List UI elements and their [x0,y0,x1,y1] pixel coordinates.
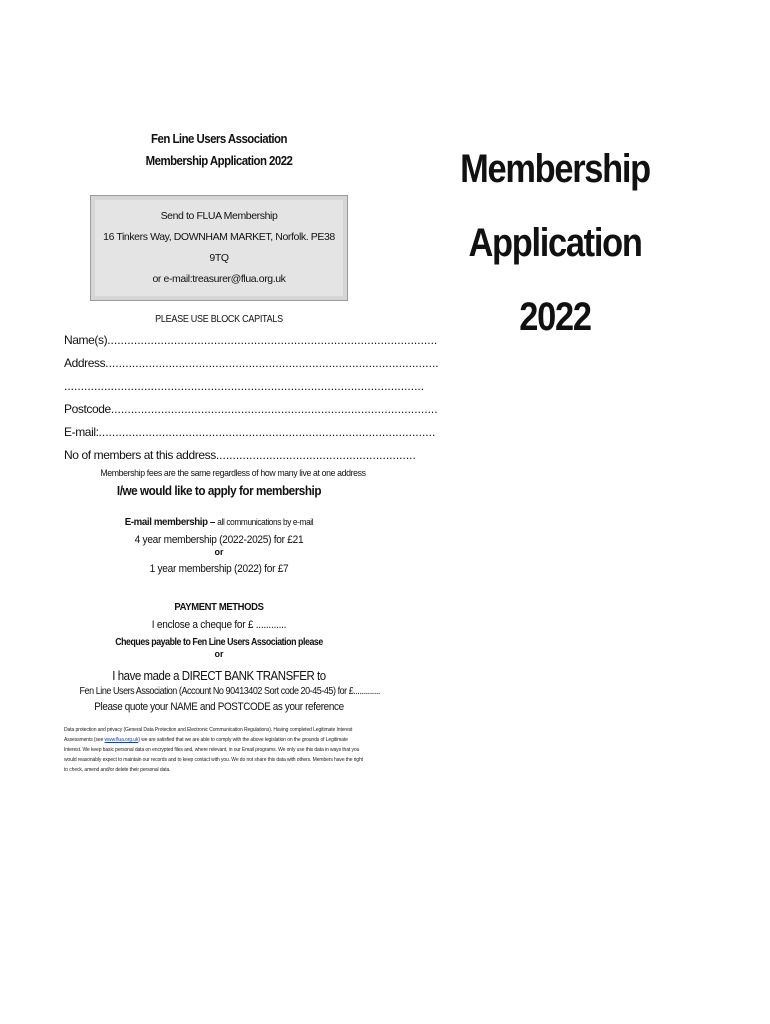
org-name: Fen Line Users Association [151,131,287,146]
field-label: Postcode [64,402,111,416]
email-membership-label: E-mail membership – [124,516,215,528]
privacy-text-2: ) we are satisfied that we are able to comply with the above legislation on the grounds of Legitimate Interest. We keep basic personal data on encrypted files and, where relevant, in our Email programs. We only use this data in ways that you would reasonably expect to maintain our records and to keep contact with you. We do not share this data with others. Members have the right to check, amend and/or delete their personal data. [64,737,363,773]
field-label: Address [64,356,106,370]
email-membership-note: all communications by e-mail [217,517,314,527]
payment-methods-heading: PAYMENT METHODS [174,601,264,613]
or-separator: or [214,649,224,659]
field-dots: .................................................................................................. [110,402,438,416]
bank-account-details: Fen Line Users Association (Account No 90413402 Sort code 20-45-45) for £............. [79,686,380,697]
email-address: or e-mail:treasurer@flua.org.uk [152,273,286,285]
postcode-field[interactable] [64,398,438,421]
field-dots: .................................................................................................... [105,356,439,370]
send-to-box [91,196,347,300]
website-link[interactable]: www.flua.org.uk [104,737,139,743]
cheque-option[interactable]: I enclose a cheque for £ ............ [151,619,287,631]
field-dots: ..................................................................................................... [98,425,436,439]
fees-note: Membership fees are the same regardless of how many live at one address [100,468,366,479]
one-year-option[interactable]: 1 year membership (2022) for £7 [149,563,289,575]
field-dots: ................................................................................................... [107,333,438,347]
members-count-field[interactable] [64,444,416,467]
cover-title-line-1: Membership [460,147,650,191]
form-title: Membership Application 2022 [145,153,293,168]
field-label: Name(s) [64,333,108,347]
field-label: No of members at this address [64,448,216,462]
name-field[interactable] [64,329,438,352]
form-fields [64,329,439,467]
field-dots: ............................................................................................................ [64,379,425,393]
cover-title-year: 2022 [519,295,591,339]
field-label: E-mail: [64,425,99,439]
apply-heading: I/we would like to apply for membership [116,483,322,498]
email-membership-line [76,516,361,528]
application-form [64,128,439,775]
cover-title [456,132,654,354]
cheque-payable-note: Cheques payable to Fen Line Users Association please [115,637,323,648]
four-year-option[interactable]: 4 year membership (2022-2025) for £21 [134,534,304,546]
address-line-2-field[interactable] [64,375,425,398]
privacy-statement [64,725,364,775]
bank-transfer-option[interactable]: I have made a DIRECT BANK TRANSFER to [112,668,326,683]
postal-address: 16 Tinkers Way, DOWNHAM MARKET, Norfolk. PE38 9TQ [103,231,335,264]
email-field[interactable] [64,421,436,444]
cover-title-line-2: Application [468,221,642,265]
address-field[interactable] [64,352,439,375]
block-capitals-note: PLEASE USE BLOCK CAPITALS [155,314,283,325]
privacy-text-1: Data protection and privacy (General Data Protection and Electronic Communication Regulations). Having completed Legitimate Interest Assessments (see [64,727,353,743]
or-separator: or [214,547,224,557]
quote-reference-note: Please quote your NAME and POSTCODE as your reference [94,701,344,713]
field-dots: ............................................................ [215,448,416,462]
send-to-line: Send to FLUA Membership [160,210,278,222]
